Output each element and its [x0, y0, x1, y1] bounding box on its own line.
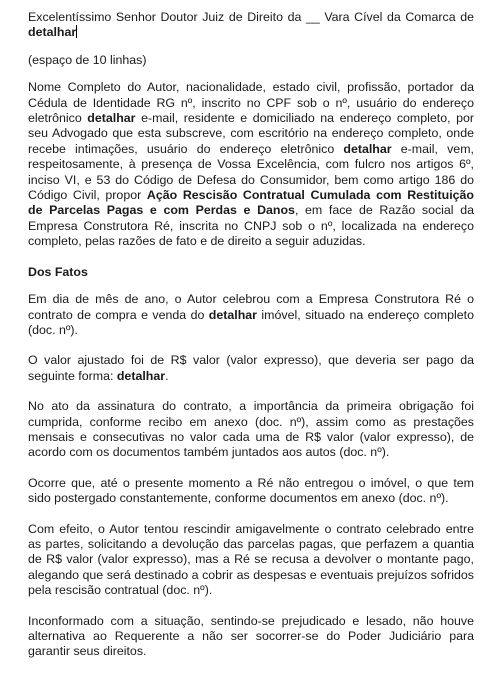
text-cursor [76, 25, 77, 38]
intro-paragraph: Nome Completo do Autor, nacionalidade, estado civil, profissão, portador da Cédula de Identidade RG nº, inscrito no CPF sob o nº, usuário do endereço eletrônico detalhar e-mail, residente e domiciliado na endereço completo, por seu Advogado que esta subscreve, com escritório na endereço completo, onde recebe intimações, usuário do endereço eletrônico detalhar e-mail, vem, respeitosamente, à presença de Vossa Excelência, com fulcro nos artigos 6º, inciso VI, e 53 do Código de Defesa do Consumidor, bem como artigo 186 do Código Civil, propor Ação Rescisão Contratual Cumulada com Restituição de Parcelas Pagas e com Perdas e Danos, em face de Razão social da Empresa Construtora Ré, inscrita no CNPJ sob o nº, localizada na endereço completo, pelas razões de fato e de direito a seguir aduzidas. [28, 80, 475, 249]
facts-paragraph-5: Com efeito, o Autor tentou rescindir amigavelmente o contrato celebrado entre as partes, solicitando a devolução das parcelas pagas, que perfazem a quantia de R$ valor (valor expresso), mas a Ré se recusa a devolver o montante pago, alegando que será destinado a cobrir as despesas e eventuais prejuízos sofridos pela rescisão contratual (doc. nº). [28, 521, 474, 598]
action-title: Ação Rescisão Contratual Cumulada com Restituição de Parcelas Pagas e com Perdas e Danos [28, 188, 474, 218]
header-line: Excelentíssimo Senhor Doutor Juiz de Direito da __ Vara Cível da Comarca [28, 10, 456, 24]
facts-paragraph-4: Ocorre que, até o presente momento a Ré não entregou o imóvel, o que tem sido postergado constantemente, conforme documentos em anexo (doc. nº). [28, 475, 474, 506]
document-body [28, 10, 474, 675]
facts-paragraph-6: Inconformado com a situação, sentindo-se prejudicado e lesado, não houve alternativa ao Requerente a não ser socorrer-se do Poder Judiciário para garantir seus direitos. [28, 613, 474, 659]
spacing-note: (espaço de 10 linhas) [28, 52, 147, 67]
addressee-header: Excelentíssimo Senhor Doutor Juiz de Direito da __ Vara Cível da Comarca de detalhar [28, 10, 474, 40]
facts-paragraph-3: No ato da assinatura do contrato, a importância da primeira obrigação foi cumprida, conforme recibo em anexo (doc. nº), assim como as prestações mensais e consecutivas no valor cada uma de R$ valor (valor expresso), de acordo com os documentos também juntados aos autos (doc. nº). [28, 399, 474, 460]
facts-paragraph-2: O valor ajustado foi de R$ valor (valor expresso), que deveria ser pago da seguinte forma: detalhar. [28, 353, 474, 383]
facts-paragraph-1: Em dia de mês de ano, o Autor celebrou com a Empresa Construtora Ré o contrato de compra e venda do detalhar imóvel, situado na endereço completo (doc. nº). [28, 292, 475, 337]
section-heading: Dos Fatos [28, 264, 88, 279]
header-detalhar: detalhar [28, 25, 77, 40]
